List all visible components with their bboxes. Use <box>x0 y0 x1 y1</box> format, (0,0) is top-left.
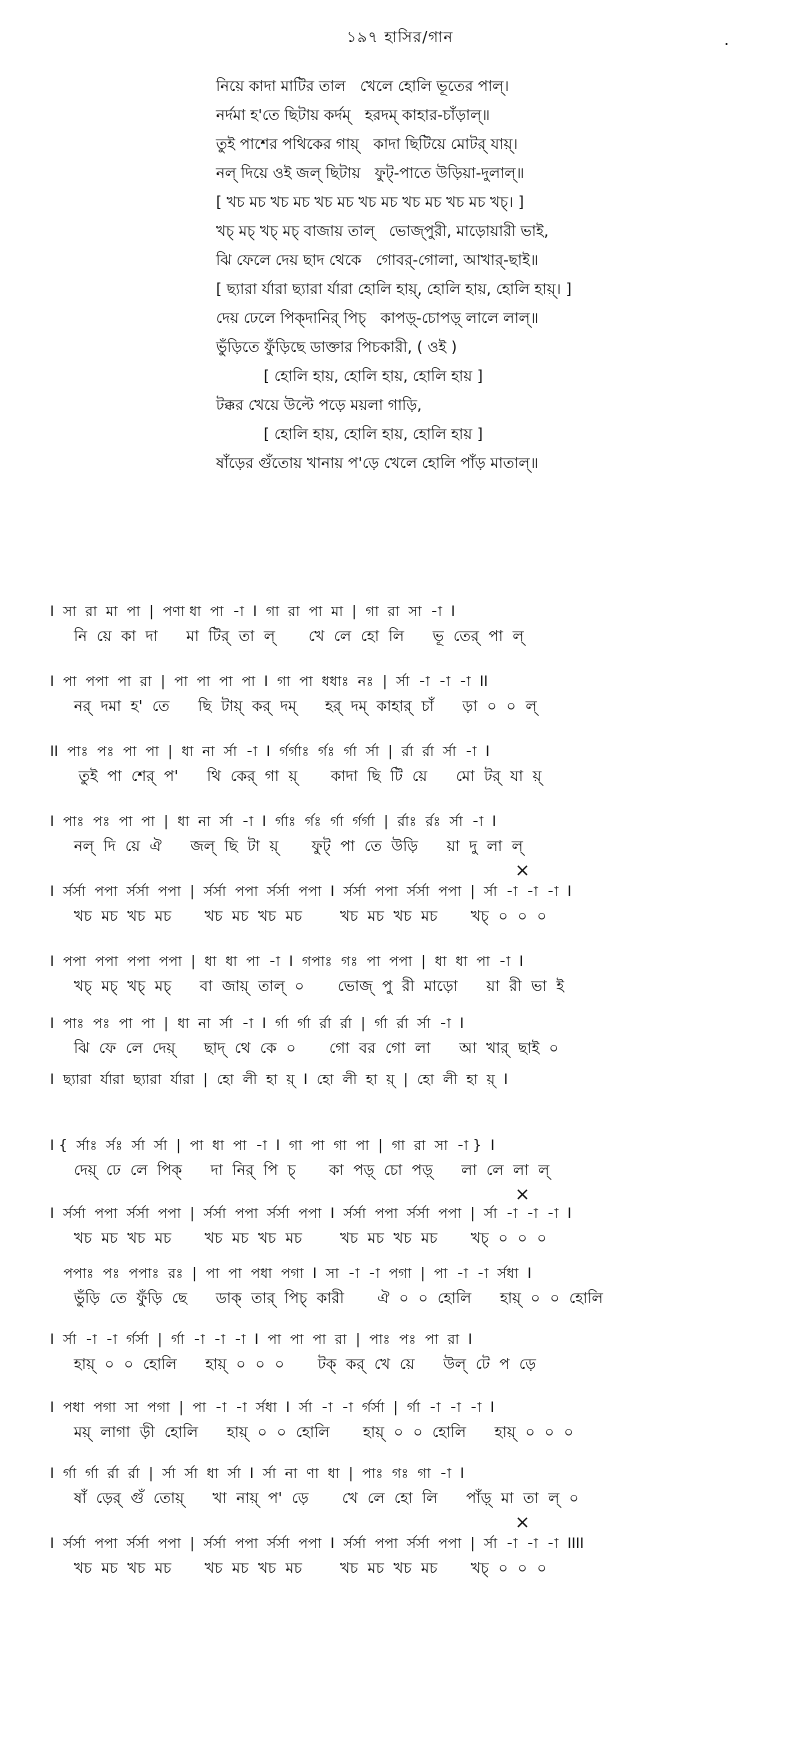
lyric-line: নল্ দি য়ে ঐ জল্ ছি টা য়্ ফুট্ পা তে উড়ি য়া দু লা ল্ <box>50 837 523 855</box>
swara-line: I পাঃ পঃ পা পা | ধা না র্সা -া I র্গাঃ র্গঃ র্গা র্গর্গা | র্রাঃ র্রঃ র্সা -া I <box>50 814 497 830</box>
swara-line: I সা রা মা পা | পণা ধা পা -া I গা রা পা মা | গা রা সা -া I <box>50 604 456 620</box>
notation-block <box>50 1262 770 1310</box>
lyric-line: খচ মচ খচ মচ খচ মচ খচ মচ খচ মচ খচ মচ খচ্ ০ ০ ০ <box>50 1559 547 1577</box>
cross-mark: × <box>514 860 530 881</box>
notation-block <box>50 810 770 881</box>
swara-line: I পধা পগা সা পগা | পা -া -া র্সধা I র্সা -া -া র্গর্সা | র্গা -া -া -া I <box>50 1400 495 1416</box>
notation-block <box>50 1134 770 1205</box>
page-header: ১৯৭ হাসির/গান <box>346 28 454 46</box>
poem-line: [ ছ্যারা র্যারা ছ্যারা র্যারা হোলি হায়্, হোলি হায়, হোলি হায়্। ] <box>216 280 572 298</box>
lyric-line: দেয়্ ঢে লে পিক্ দা নির্ পি চ্ কা পড়্ চো পড়্ লা লে লা ল্ <box>50 1161 550 1179</box>
poem-line: ঝি ফেলে দেয় ছাদ থেকে গোবর্-গোলা, আখার্-ছাই॥ <box>216 251 539 269</box>
notation-block <box>50 1396 770 1444</box>
swara-line: I র্সর্সা পপা র্সর্সা পপা | র্সর্সা পপা র্সর্সা পপা I র্সর্সা পপা র্সর্সা পপা | র্সা -া -া -া I <box>50 1206 572 1222</box>
lyric-line: নর্ দমা হ' তে ছি টায়্ কর্ দম্ হর্ দম্ কাহার্ চাঁ ড়া ০ ০ ল্ <box>50 697 537 715</box>
notation-block <box>50 1202 770 1250</box>
lyric-line: ময়্ লাগা ড়ী হোলি হায়্ ০ ০ হোলি হায়্ ০ ০ হোলি হায়্ ০ ০ ০ <box>50 1423 574 1441</box>
swara-line: I র্সর্সা পপা র্সর্সা পপা | র্সর্সা পপা র্সর্সা পপা I র্সর্সা পপা র্সর্সা পপা | র্সা -া -া -া IIII <box>50 1536 584 1552</box>
notation-block <box>50 880 770 928</box>
lyric-line: খচ মচ খচ মচ খচ মচ খচ মচ খচ মচ খচ মচ খচ্ ০ ০ ০ <box>50 907 547 925</box>
poem-text <box>216 72 776 478</box>
poem-line: [ খচ মচ খচ মচ খচ মচ খচ মচ খচ মচ খচ মচ খচ্। ] <box>216 193 524 211</box>
poem-line: নিয়ে কাদা মাটির তাল খেলে হোলি ভূতের পাল্। <box>216 77 509 95</box>
swara-line: I পপা পপা পপা পপা | ধা ধা পা -া I গপাঃ গঃ পা পপা | ধা ধা পা -া I <box>50 954 524 970</box>
swara-line: পপাঃ পঃ পপাঃ রঃ | পা পা পধা পগা I সা -া -া পগা | পা -া -া র্সধা I <box>50 1266 532 1282</box>
notation-block <box>50 1462 770 1533</box>
header-dot: . <box>724 30 730 49</box>
swara-line: I ছ্যারা র্যারা ছ্যারা র্যারা | হো লী হা য়্ I হো লী হা য়্ | হো লী হা য়্ I <box>50 1072 508 1088</box>
notation-block <box>50 1532 770 1580</box>
notation-block <box>50 740 770 788</box>
lyric-line: খচ্ মচ্ খচ্ মচ্ বা জায়্ তাল্ ০ ভোজ্ পু রী মাড়ো য়া রী ভা ই <box>50 977 565 995</box>
lyric-line: ভুঁড়ি তে ফুঁড়ি ছে ডাক্ তার্ পিচ্ কারী ঐ ০ ০ হোলি হায়্ ০ ০ হোলি <box>50 1289 603 1307</box>
poem-line: নর্দমা হ'তে ছিটায় কর্দম্ হরদম্ কাহার-চাঁড়াল্॥ <box>216 106 490 124</box>
poem-line: [ হোলি হায়, হোলি হায়, হোলি হায় ] <box>216 425 483 443</box>
lyric-line: হায়্ ০ ০ হোলি হায়্ ০ ০ ০ টক্ কর্ খে য়ে উল্ টে প ড়ে <box>50 1355 536 1373</box>
poem-line: ষাঁড়ের গুঁতোয় খানায় প'ড়ে খেলে হোলি পাঁড় মাতাল্॥ <box>216 454 539 472</box>
poem-line: খচ্ মচ্ খচ্ মচ্ বাজায় তাল্ ভোজ্পুরী, মাড়োয়ারী ভাই, <box>216 222 549 240</box>
swara-line: I { র্সাঃ র্সঃ র্সা র্সা | পা ধা পা -া I গা পা গা পা | গা রা সা -া } I <box>50 1138 495 1154</box>
notation-block <box>50 600 770 648</box>
lyric-line: নি য়ে কা দা মা টির্ তা ল্ খে লে হো লি ভূ তের্ পা ল্ <box>50 627 524 645</box>
swara-line: II পাঃ পঃ পা পা | ধা না র্সা -া I র্গর্গাঃ র্গঃ র্গা র্সা | র্রা র্রা র্সা -া I <box>50 744 490 760</box>
cross-mark: × <box>514 1512 530 1533</box>
lyric-line: ষাঁ ড়ের্ গুঁ তোয়্ খা নায়্ প' ড়ে খে লে হো লি পাঁড়্ মা তা ল্ ০ <box>50 1489 579 1507</box>
poem-line: নল্ দিয়ে ওই জল্ ছিটায় ফুট্-পাতে উড়িয়া-দুলাল্॥ <box>216 164 525 182</box>
lyric-line: ঝি ফে লে দেয়্ ছাদ্ থে কে ০ গো বর গো লা আ খার্ ছাই ০ <box>50 1039 559 1057</box>
swara-line: I পাঃ পঃ পা পা | ধা না র্সা -া I র্গা র্গা র্রা র্রা | র্গা র্রা র্সা -া I <box>50 1016 464 1032</box>
swara-line: I পা পপা পা রা | পা পা পা পা I গা পা ধধাঃ নঃ | র্সা -া -া -া II <box>50 674 488 690</box>
lyric-line: তুই পা শের্ প' থি কের্ গা য়্ কাদা ছি টি য়ে মো টর্ যা য়্ <box>50 767 542 785</box>
notation-block <box>50 670 770 718</box>
swara-line: I র্সা -া -া র্গর্সা | র্গা -া -া -া I পা পা পা রা | পাঃ পঃ পা রা I <box>50 1332 473 1348</box>
poem-line: টক্কর খেয়ে উল্টে পড়ে ময়লা গাড়ি, <box>216 396 422 414</box>
poem-line: [ হোলি হায়, হোলি হায়, হোলি হায় ] <box>216 367 483 385</box>
swara-line: I র্সর্সা পপা র্সর্সা পপা | র্সর্সা পপা র্সর্সা পপা I র্সর্সা পপা র্সর্সা পপা | র্সা -া -া -া I <box>50 884 572 900</box>
poem-line: ভুঁড়িতে ফুঁড়িছে ডাক্তার পিচকারী, ( ওই ) <box>216 338 457 356</box>
lyric-line: খচ মচ খচ মচ খচ মচ খচ মচ খচ মচ খচ মচ খচ্ ০ ০ ০ <box>50 1229 547 1247</box>
poem-line: তুই পাশের পথিকের গায়্ কাদা ছিটিয়ে মোটর্ যায়্। <box>216 135 518 153</box>
cross-mark: × <box>514 1184 530 1205</box>
poem-line: দেয় ঢেলে পিক্দানির্ পিচ্ কাপড়্-চোপড়্ লালে লাল্॥ <box>216 309 539 327</box>
notation-block <box>50 1012 770 1060</box>
swara-line: I র্গা র্গা র্রা র্রা | র্সা র্সা ধা র্সা I র্সা না ণা ধা | পাঃ গঃ গা -া I <box>50 1466 465 1482</box>
notation-block <box>50 950 770 998</box>
notation-block <box>50 1068 770 1092</box>
notation-block <box>50 1328 770 1376</box>
